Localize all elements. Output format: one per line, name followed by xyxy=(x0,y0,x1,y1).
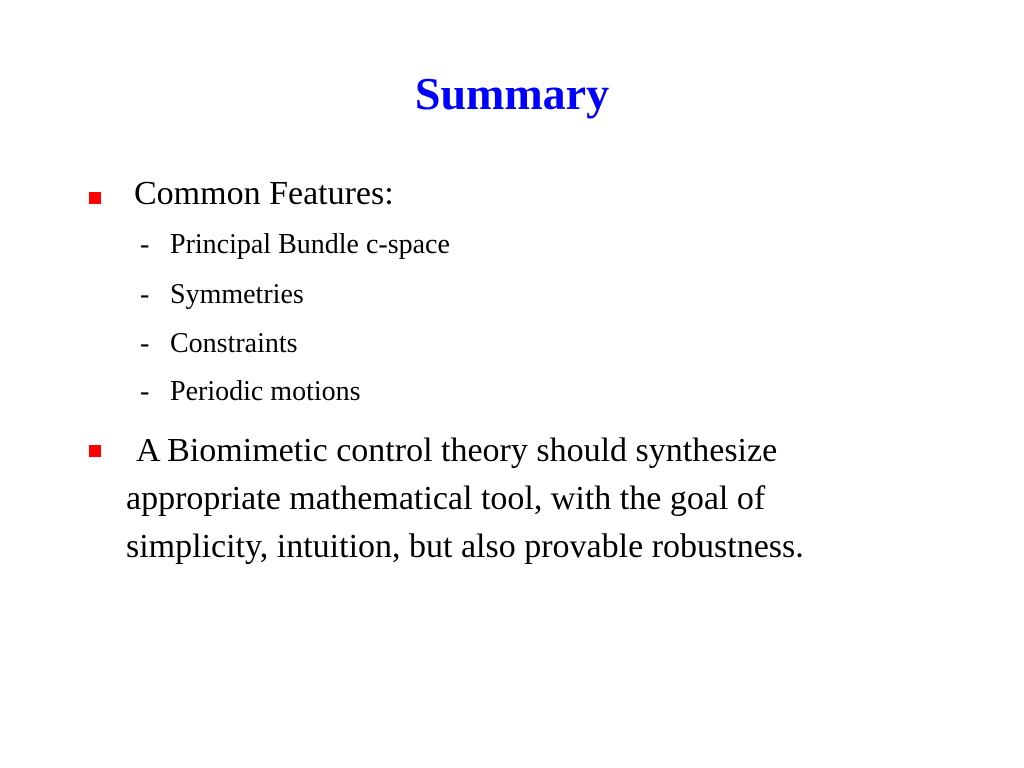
paragraph-line: simplicity, intuition, but also provable robustness. xyxy=(126,528,804,565)
sub-item-periodic-motions: Periodic motions xyxy=(170,376,361,407)
sub-item-dash: - xyxy=(140,229,150,260)
sub-item-constraints: Constraints xyxy=(170,328,298,359)
sub-item-dash: - xyxy=(140,328,150,359)
bullet-square-icon xyxy=(89,445,101,457)
sub-item-dash: - xyxy=(140,279,150,310)
sub-item-principal-bundle: Principal Bundle c-space xyxy=(170,229,450,260)
slide-title: Summary xyxy=(414,68,610,119)
sub-item-symmetries: Symmetries xyxy=(170,279,304,310)
sub-item-dash: - xyxy=(140,376,150,407)
bullet-square-icon xyxy=(89,192,101,204)
paragraph-line: appropriate mathematical tool, with the goal of xyxy=(126,480,766,517)
bullet-paragraph-biomimetic xyxy=(126,427,946,571)
paragraph-line: A Biomimetic control theory should synthesize xyxy=(136,432,778,469)
bullet-text-common-features: Common Features: xyxy=(134,175,394,212)
